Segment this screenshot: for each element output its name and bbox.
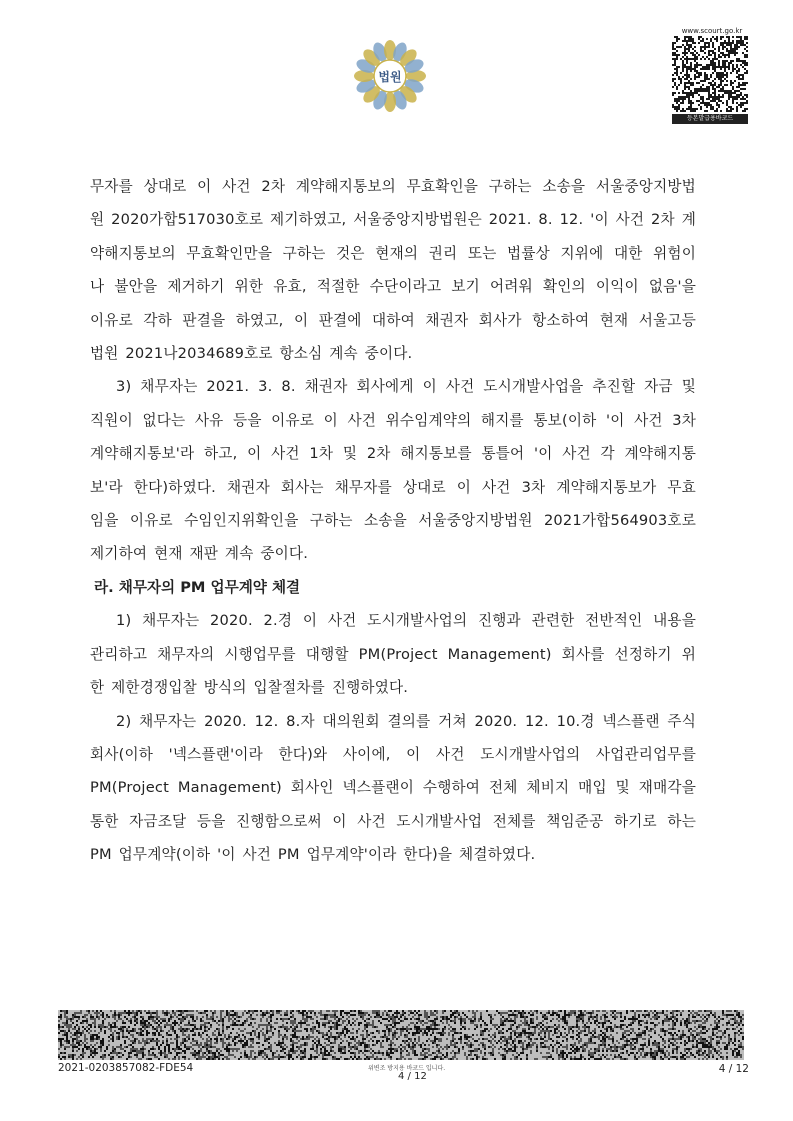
- paragraph-1: [90, 170, 696, 370]
- text-line: 3) 채무자는 2021. 3. 8. 채권자 회사에게 이 사건 도시개발사업을 추진할 자금 및: [116, 378, 696, 396]
- qr-code-icon: [672, 36, 748, 112]
- text-line: 법원 2021나2034689호로 항소심 계속 중이다.: [90, 345, 413, 363]
- text-line: 보'라 한다)하였다. 채권자 회사는 채무자를 상대로 이 사건 3차 계약해지통보가 무효: [90, 478, 696, 496]
- text-line: 원 2020가합517030호로 제기하였고, 서울중앙지방법원은 2021. 8. 12. '이 사건 2차 계: [90, 211, 696, 229]
- text-line: 직원이 없다는 사유 등을 이유로 이 사건 위수임계약의 해지를 통보(이하 '이 사건 3차: [90, 411, 696, 429]
- text-line: 통한 자금조달 등을 진행함으로써 이 사건 도시개발사업 전체를 책임준공 하기로 하는: [90, 812, 696, 830]
- text-line: 2) 채무자는 2020. 12. 8.자 대의원회 결의를 거쳐 2020. 12. 10.경 넥스플랜 주식: [116, 712, 696, 730]
- text-line: 약해지통보의 무효확인만을 구하는 것은 현재의 권리 또는 법률상 지위에 대한 위험이: [90, 244, 696, 262]
- text-line: PM 업무계약(이하 '이 사건 PM 업무계약'이라 한다)을 체결하였다.: [90, 846, 536, 864]
- court-emblem-icon: [350, 38, 430, 114]
- text-line: 1) 채무자는 2020. 2.경 이 사건 도시개발사업의 진행과 관련한 전반적인 내용을: [116, 612, 696, 630]
- document-body: [90, 170, 696, 872]
- anti-forgery-barcode-icon: [58, 1010, 744, 1060]
- section-heading: 라. 채무자의 PM 업무계약 체결: [94, 578, 301, 596]
- page-number-right: 4 / 12: [718, 1063, 749, 1075]
- text-line: 이유로 각하 판결을 하였고, 이 판결에 대하여 채권자 회사가 항소하여 현재 서울고등: [90, 311, 696, 329]
- text-line: 회사(이하 '넥스플랜'이라 한다)와 사이에, 이 사건 도시개발사업의 사업관리업무를: [90, 745, 696, 763]
- paragraph-4: [90, 705, 696, 872]
- text-line: 무자를 상대로 이 사건 2차 계약해지통보의 무효확인을 구하는 소송을 서울중앙지방법: [90, 178, 696, 195]
- qr-url: www.scourt.go.kr: [681, 27, 743, 35]
- page-number-center: 4 / 12: [398, 1071, 427, 1082]
- text-line: 한 제한경쟁입찰 방식의 입찰절차를 진행하였다.: [90, 679, 409, 697]
- qr-label: 등본발급용바코드: [672, 114, 748, 124]
- text-line: 계약해지통보'라 하고, 이 사건 1차 및 2차 해지통보를 통틀어 '이 사건 각 계약해지통: [90, 445, 696, 463]
- paragraph-2: [90, 370, 696, 570]
- barcode-note: 위변조 방지용 바코드 입니다.: [368, 1065, 446, 1072]
- text-line: 제기하여 현재 재판 계속 중이다.: [90, 545, 309, 563]
- text-line: PM(Project Management) 회사인 넥스플랜이 수행하여 전체 체비지 매입 및 재매각을: [90, 779, 696, 797]
- text-line: 임을 이유로 수임인지위확인을 구하는 소송을 서울중앙지방법원 2021가합564903호로: [90, 512, 696, 530]
- paragraph-3: [90, 604, 696, 704]
- text-line: 관리하고 채무자의 시행업무를 대행할 PM(Project Management) 회사를 선정하기 위: [90, 645, 696, 663]
- emblem-text: 법원: [378, 70, 402, 84]
- text-line: 나 불안을 제거하기 위한 유효, 적절한 수단이라고 보기 어려워 확인의 이익이 없음'을: [90, 278, 696, 296]
- document-number: 2021-0203857082-FDE54: [58, 1062, 194, 1074]
